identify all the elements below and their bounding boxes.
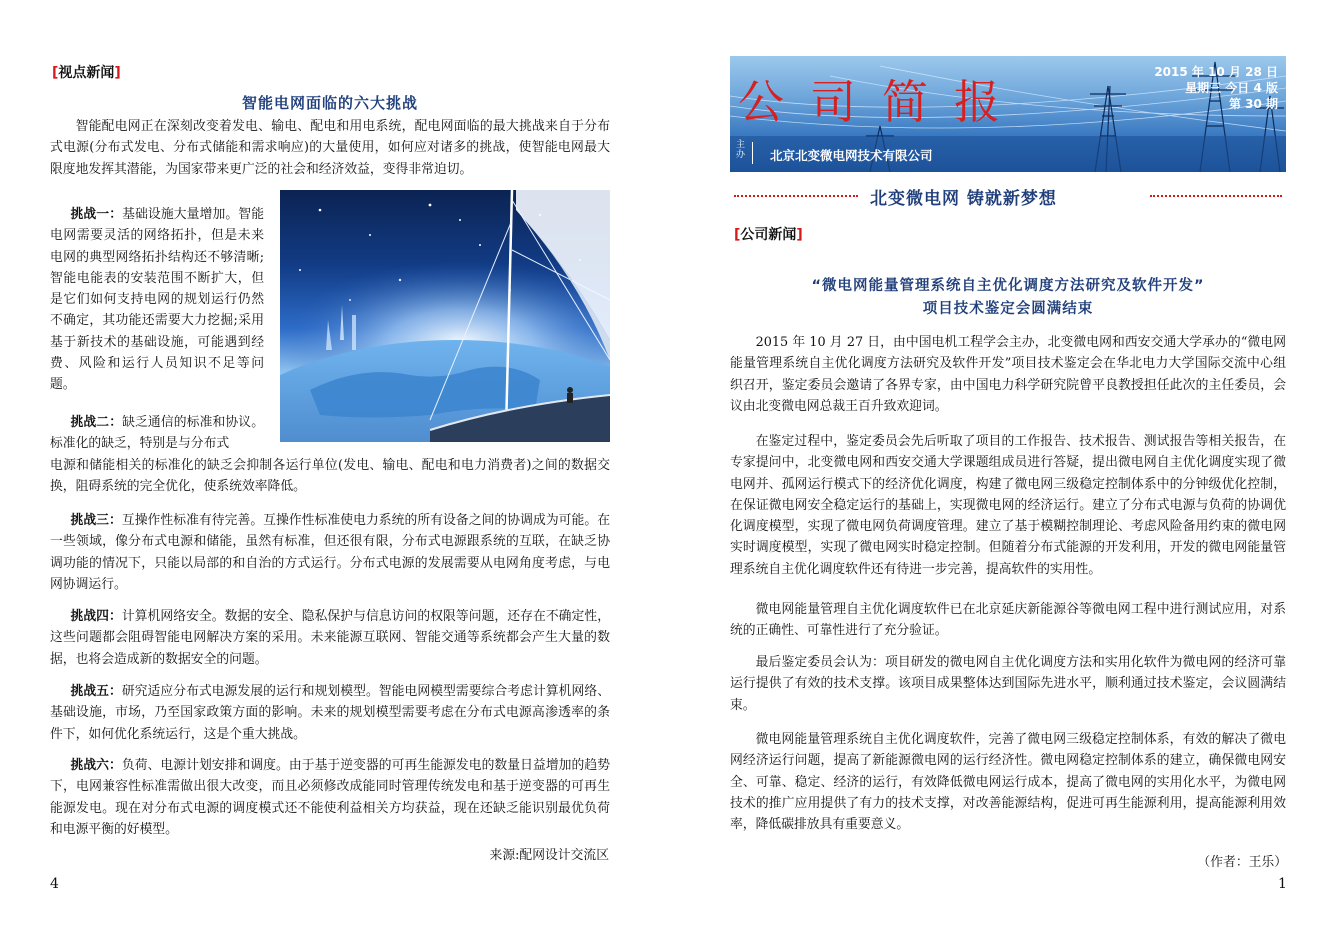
- right-paragraph-5: 微电网能量管理系统自主优化调度软件，完善了微电网三级稳定控制体系，有效的解决了微电网经济运行问题，提高了新能源微电网的运行经济性。微电网稳定控制体系的建立，确保微电网安全、可靠、稳定、经济的运行，有效降低微电网运行成本，提高了微电网的实用化水平，为微电网技术的推广应用提供了有力的技术支撑，对改善能源结构，促进可再生能源利用，提高能源利用效率，降低碳排放具有重要意义。: [730, 732, 1286, 833]
- issue-number: 第 30 期: [1228, 97, 1278, 111]
- sailboat-globe-image: [280, 190, 610, 442]
- challenge-5-text: 研究适应分布式电源发展的运行和规划模型。智能电网模型需要综合考虑计算机网络、基础设施，市场，乃至国家政策方面的影响。未来的规划模型需要考虑在分布式电源高渗透率的条件下，如何优化系统运行，这是个重大挑战。: [50, 684, 611, 742]
- challenge-4: [50, 606, 610, 670]
- issue-date: 2015 年 10 月 28 日: [1154, 65, 1278, 79]
- challenge-3-label: 挑战三：: [70, 513, 122, 528]
- left-source: 来源:配网设计交流区: [489, 848, 609, 863]
- challenge-5: [50, 681, 610, 745]
- challenge-6: [50, 755, 610, 840]
- right-paragraph-2: 在鉴定过程中，鉴定委员会先后听取了项目的工作报告、技术报告、测试报告等相关报告，在专家提问中，北变微电网和西安交通大学课题组成员进行答疑，提出微电网自主优化调度实现了微电网并、孤网运行模式下的经济优化调度，构建了微电网三级稳定控制体系中的分钟级优化控制，在保证微电网安全稳定运行的基础上，实现微电网的经济运行。建立了分布式电源与负荷的协调优化调度模型，实现了微电网负荷调度管理。建立了基于模糊控制理论、考虑风险备用约束的微电网实时调度模型，实现了微电网实时稳定控制。但随着分布式能源的开发利用，开发的微电网能量管理系统自主优化调度软件还有待进一步完善，提高软件的实用性。: [730, 434, 1286, 577]
- host-company: 北京北变微电网技术有限公司: [770, 148, 933, 163]
- challenge-3: [50, 510, 610, 595]
- left-article-title: 智能电网面临的六大挑战: [241, 94, 418, 112]
- right-paragraph-1: 2015 年 10 月 27 日，由中国电机工程学会主办，北变微电网和西安交通大学承办的“微电网能量管理系统自主优化调度方法研究及软件开发”项目技术鉴定会在华北电力大学国际交流中心组织召开，鉴定委员会邀请了各界专家，由中国电力科学研究院曾平良教授担任此次的主任委员，会议由北变微电网总裁王百升致欢迎词。: [730, 335, 1286, 414]
- right-paragraph-4: 最后鉴定委员会认为：项目研发的微电网自主优化调度方法和实用化软件为微电网的经济可靠运行提供了有效的技术支撑。该项目成果整体达到国际先进水平，顺利通过技术鉴定，会议圆满结束。: [730, 655, 1286, 713]
- challenge-1-text: 基础设施大量增加。智能电网需要灵活的网络拓扑，但是未来电网的典型网络拓扑结构还不够清晰;智能电能表的安装范围不断扩大，但是它们如何支持电网的规划运行仍然不确定，其功能还需要大力挖掘;采用基于新技术的基础设施，可能遇到经费、风险和运行人员知识不足等问题。: [50, 207, 265, 393]
- right-article-title-line-2: 项目技术鉴定会圆满结束: [922, 301, 1094, 317]
- challenge-2-label: 挑战二：: [70, 415, 123, 430]
- motto-divider-left: [734, 195, 858, 197]
- challenge-2-continued: 电源和储能相关的标准化的缺乏会抑制各运行单位(发电、输电、配电和电力消费者)之间的数据交换，阻碍系统的完全优化，使系统效率降低。: [50, 458, 610, 495]
- left-intro-paragraph: 智能配电网正在深刻改变着发电、输电、配电和用电系统，配电网面临的最大挑战来自于分布式电源(分布式发电、分布式储能和需求响应)的大量使用，如何应对诸多的挑战，使智能电网最大限度地发挥其潜能，为国家带来更广泛的社会和经济效益，变得非常迫切。: [50, 119, 610, 177]
- challenge-2-text: 缺乏通信的标准和协议。标准化的缺乏，特别是与分布式: [50, 415, 265, 452]
- challenge-2: [50, 412, 264, 455]
- company-motto: 北变微电网 铸就新梦想: [870, 189, 1057, 209]
- section-tag-viewpoint-news: [视点新闻]: [52, 65, 121, 81]
- challenge-4-text: 计算机网络安全。数据的安全、隐私保护与信息访问的权限等问题，还存在不确定性，这些问题都会阻碍智能电网解决方案的采用。未来能源互联网、智能交通等系统都会产生大量的数据，也将会造成新的数据安全的问题。: [50, 609, 611, 667]
- right-article-title-line-1: “微电网能量管理系统自主优化调度方法研究及软件开发”: [811, 278, 1205, 294]
- challenge-1-label: 挑战一：: [70, 207, 123, 222]
- host-label: 主办: [736, 140, 746, 160]
- challenge-1: [50, 204, 264, 396]
- motto-divider-right: [1150, 195, 1282, 197]
- newsletter-title: 公司简报: [738, 75, 1026, 129]
- left-page-number: 4: [50, 876, 59, 892]
- issue-weekday-edition: 星期三 今日 4 版: [1185, 81, 1278, 95]
- right-author: （作者：王乐）: [1197, 855, 1287, 870]
- newsletter-banner: [730, 56, 1286, 172]
- section-tag-label: 公司新闻: [740, 227, 797, 243]
- issue-info: [1154, 64, 1278, 112]
- challenge-6-text: 负荷、电源计划安排和调度。由于基于逆变器的可再生能源发电的数量日益增加的趋势下，电网兼容性标准需做出很大改变，而且必须修改成能同时管理传统发电和基于逆变器的可再生能源发电。现在对分布式电源的调度模式还不能使利益相关方均获益，现在还缺乏能识别最优负荷和电源平衡的好模型。: [50, 758, 611, 837]
- right-paragraph-3: 微电网能量管理自主优化调度软件已在北京延庆新能源谷等微电网工程中进行测试应用，对系统的正确性、可靠性进行了充分验证。: [730, 602, 1286, 639]
- challenge-3-text: 互操作性标准有待完善。互操作性标准使电力系统的所有设备之间的协调成为可能。在一些领域，像分布式电源和储能，虽然有标准，但还很有限，分布式电源跟系统的互联，在缺乏协调功能的情况下，只能以局部的和自治的方式运行。分布式电源的发展需要从电网角度考虑，与电网协调运行。: [50, 513, 611, 592]
- challenge-4-label: 挑战四：: [70, 609, 122, 624]
- section-tag-label: 视点新闻: [58, 65, 115, 81]
- challenge-6-label: 挑战六：: [70, 758, 122, 773]
- section-tag-company-news: [公司新闻]: [734, 227, 803, 243]
- host-divider: [752, 142, 753, 164]
- right-page-number: 1: [1278, 876, 1287, 892]
- challenge-5-label: 挑战五：: [70, 684, 122, 699]
